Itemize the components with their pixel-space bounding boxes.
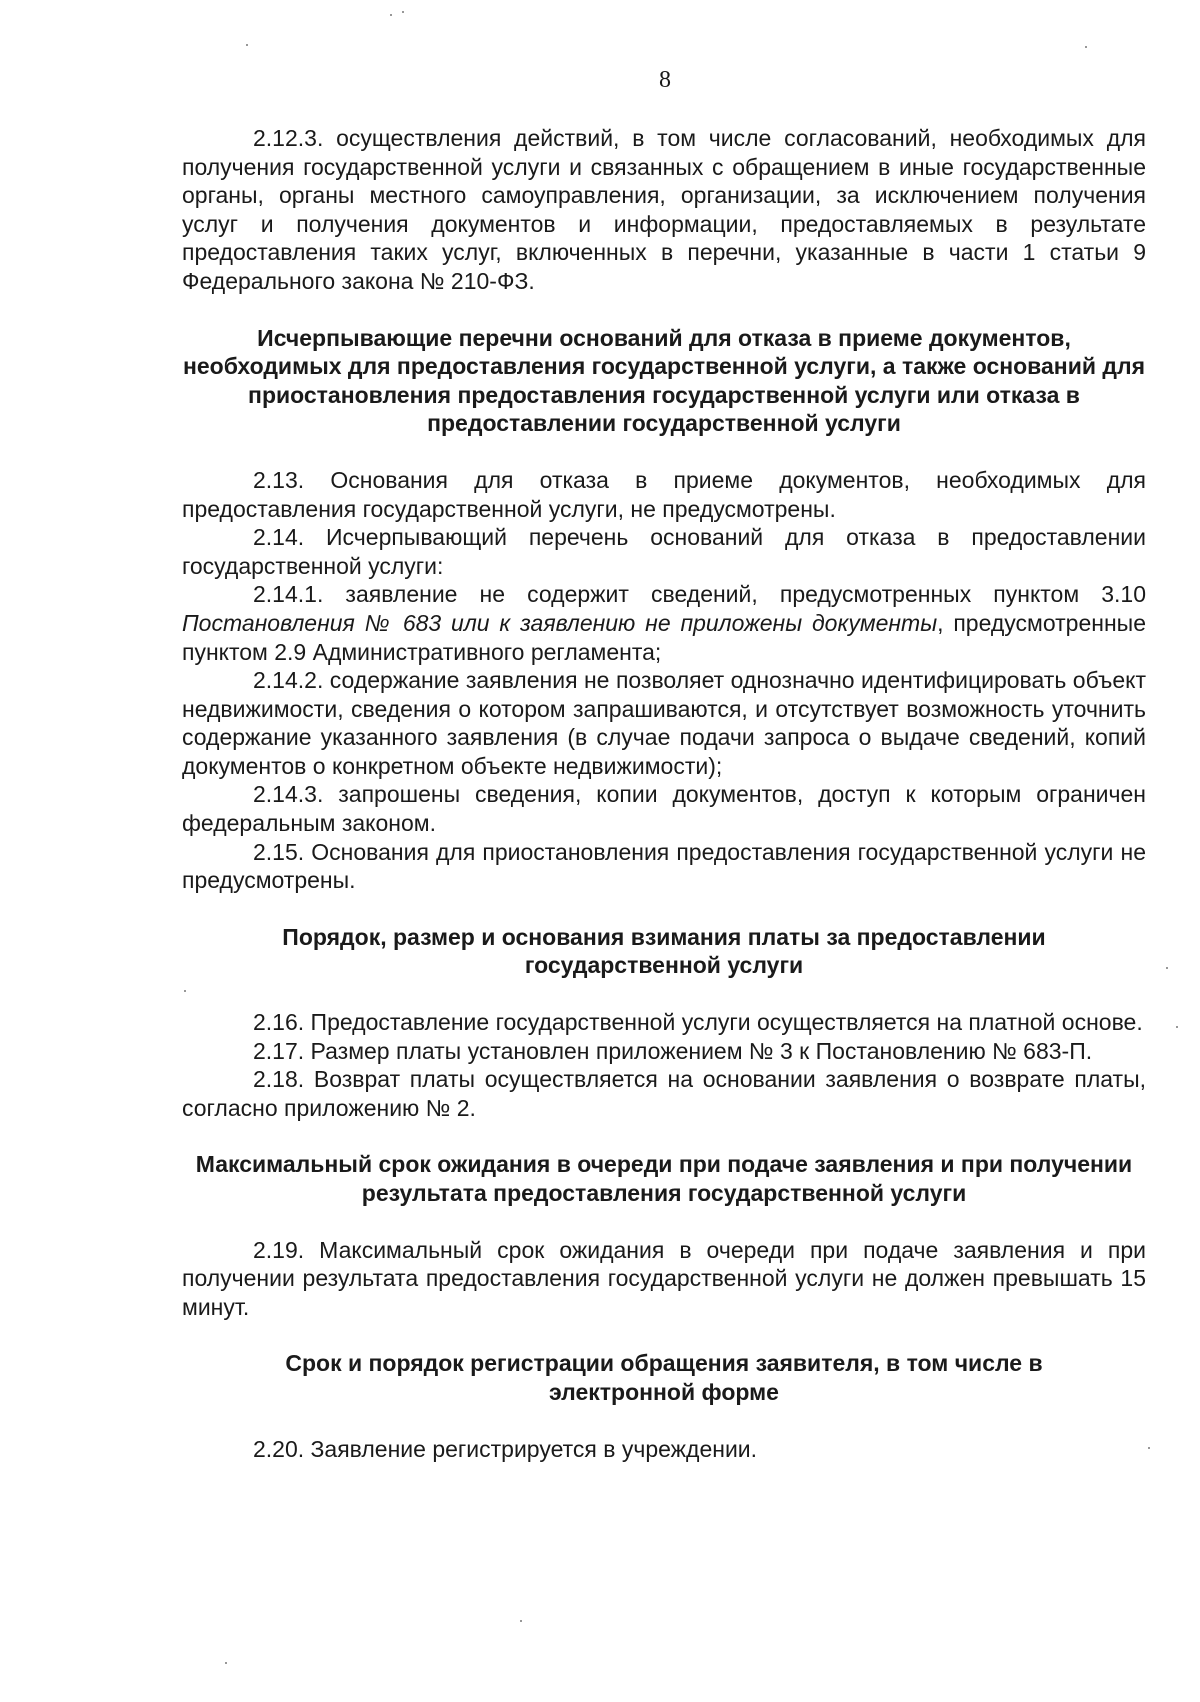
heading-queue-time: Максимальный срок ожидания в очереди при подаче заявления и при получении результата предоставления государственной услуги bbox=[195, 1151, 1133, 1206]
paragraph-2-14-1 bbox=[182, 580, 1146, 666]
scan-speck bbox=[1166, 967, 1168, 969]
scan-speck bbox=[390, 14, 392, 16]
scan-speck bbox=[1085, 46, 1087, 48]
scan-speck bbox=[402, 11, 404, 13]
scan-speck bbox=[246, 44, 248, 46]
paragraph-2-19: 2.19. Максимальный срок ожидания в очереди при подаче заявления и при получении результата предоставления государственной услуги не должен превышать 15 минут. bbox=[182, 1236, 1146, 1320]
paragraph-2-14-1-start: 2.14.1. заявление не содержит сведений, предусмотренных пунктом 3.10 bbox=[253, 581, 1146, 608]
scan-speck bbox=[184, 990, 186, 992]
document-body bbox=[182, 124, 1146, 1463]
paragraph-2-14: 2.14. Исчерпывающий перечень оснований для отказа в предоставлении государственной услуги: bbox=[182, 524, 1146, 579]
paragraph-2-15: 2.15. Основания для приостановления предоставления государственной услуги не предусмотрены. bbox=[182, 838, 1146, 894]
paragraph-2-14-2: 2.14.2. содержание заявления не позволяет однозначно идентифицировать объект недвижимости, сведения о котором запрашиваются, и отсутствует возможность уточнить содержание указанного заявления (в случае подачи запроса о выдаче сведений, копий документов о конкретном объекте недвижимости); bbox=[182, 667, 1146, 779]
paragraph-2-17: 2.17. Размер платы установлен приложением № 3 к Постановлению № 683-П. bbox=[253, 1037, 1093, 1064]
paragraph-2-14-1-end: , предусмотренные пунктом 2.9 Административного регламента; bbox=[182, 609, 1146, 665]
paragraph-2-18: 2.18. Возврат платы осуществляется на основании заявления о возврате платы, согласно приложению № 2. bbox=[182, 1066, 1146, 1121]
heading-fee: Порядок, размер и основания взимания платы за предоставлении государственной услуги bbox=[282, 923, 1046, 979]
paragraph-2-14-1-italic: Постановления № 683 или к заявлению не приложены документы bbox=[182, 609, 938, 636]
heading-registration: Срок и порядок регистрации обращения заявителя, в том числе в электронной форме bbox=[285, 1350, 1043, 1405]
scan-speck bbox=[1176, 1026, 1178, 1028]
paragraph-2-12-3: 2.12.3. осуществления действий, в том числе согласований, необходимых для получения государственной услуги и связанных с обращением в иные государственные органы, органы местного самоуправления, организации, за исключением получения услуг и получения документов и информации, предоставляемых в результате предоставления таких услуг, включенных в перечни, указанные в части 1 статьи 9 Федерального закона № 210-ФЗ. bbox=[182, 125, 1146, 294]
scan-speck bbox=[520, 1620, 522, 1622]
scan-speck bbox=[1148, 1447, 1150, 1449]
heading-refusal-grounds: Исчерпывающие перечни оснований для отказа в приеме документов, необходимых для предоставления государственной услуги, а также оснований для приостановления предоставления государственной услуги или отказа в предоставлении государственной услуги bbox=[183, 324, 1145, 437]
scan-speck bbox=[225, 1662, 227, 1664]
paragraph-2-20: 2.20. Заявление регистрируется в учреждении. bbox=[253, 1435, 758, 1462]
page-number: 8 bbox=[659, 67, 671, 93]
paragraph-2-13: 2.13. Основания для отказа в приеме документов, необходимых для предоставления государственной услуги, не предусмотрены. bbox=[182, 466, 1146, 522]
paragraph-2-14-3: 2.14.3. запрошены сведения, копии документов, доступ к которым ограничен федеральным законом. bbox=[182, 781, 1146, 837]
paragraph-2-16: 2.16. Предоставление государственной услуги осуществляется на платной основе. bbox=[253, 1009, 1143, 1036]
